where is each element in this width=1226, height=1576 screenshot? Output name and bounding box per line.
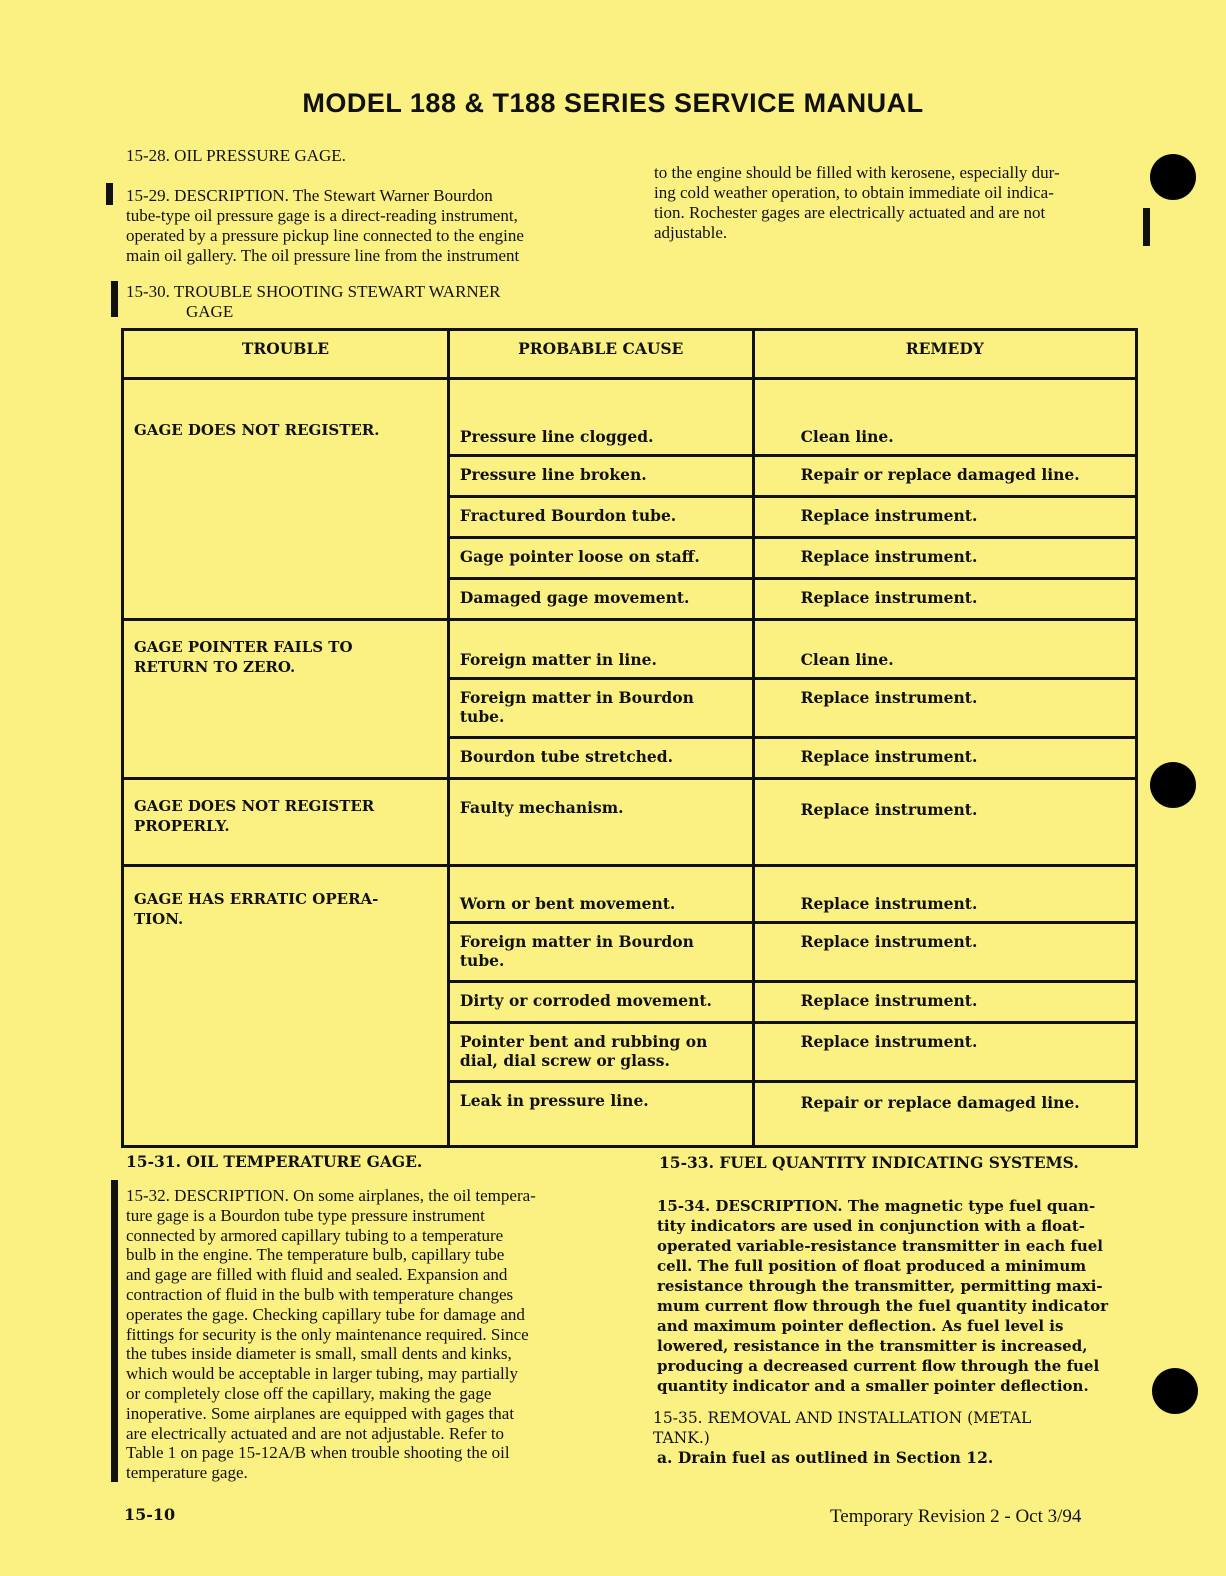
remedy-cell: Repair or replace damaged line. [753, 456, 1136, 497]
trouble-cell: GAGE DOES NOT REGISTER PROPERLY. [123, 779, 449, 866]
binder-hole-bottom [1152, 1368, 1198, 1414]
cause-cell: Pressure line broken. [448, 456, 753, 497]
column-header-remedy: REMEDY [753, 330, 1136, 379]
remedy-cell: Replace instrument. [753, 923, 1136, 982]
cause-cell: Worn or bent movement. [448, 866, 753, 923]
paragraph-line: producing a decreased current flow through the fuel [657, 1357, 1100, 1375]
remedy-cell: Replace instrument. [753, 679, 1136, 738]
paragraph-line: cell. The full position of float produced a minimum [657, 1257, 1087, 1275]
remedy-cell: Replace instrument. [753, 738, 1136, 779]
paragraph-line: quantity indicator and a smaller pointer deflection. [657, 1377, 1089, 1395]
procedure-step: a. Drain fuel as outlined in Section 12. [657, 1448, 994, 1467]
remedy-cell: Replace instrument. [753, 497, 1136, 538]
cause-cell: Foreign matter in Bourdon tube. [448, 679, 753, 738]
table-row [123, 379, 1137, 456]
revision-note: Temporary Revision 2 - Oct 3/94 [830, 1506, 1082, 1527]
revision-bar [111, 1180, 118, 1482]
section-label: 15-34. DESCRIPTION. [657, 1197, 843, 1215]
paragraph-line: tion. Rochester gages are electrically actuated and are not [654, 203, 1046, 222]
section-title: 15-35. REMOVAL AND INSTALLATION (METAL [653, 1409, 1032, 1427]
section-15-34-description [657, 1196, 1152, 1396]
paragraph-line: The Stewart Warner Bourdon [292, 186, 493, 205]
section-heading-15-30 [126, 282, 646, 322]
paragraph-line: operated variable-resistance transmitter in each fuel [657, 1237, 1103, 1255]
trouble-cell: GAGE HAS ERRATIC OPERA- TION. [123, 866, 449, 1147]
paragraph-line: connected by armored capillary tubing to a temperature [126, 1225, 504, 1245]
paragraph-line: mum current flow through the fuel quantity indicator [657, 1297, 1109, 1315]
trouble-cell: GAGE DOES NOT REGISTER. [123, 379, 449, 620]
cause-cell: Leak in pressure line. [448, 1082, 753, 1147]
section-number: 15-30. [126, 282, 170, 301]
paragraph-line: operates the gage. Checking capillary tube for damage and [126, 1304, 525, 1324]
remedy-cell: Repair or replace damaged line. [753, 1082, 1136, 1147]
cause-cell: Pointer bent and rubbing on dial, dial screw or glass. [448, 1023, 753, 1082]
table-row [123, 779, 1137, 866]
paragraph-line: main oil gallery. The oil pressure line from the instrument [126, 246, 520, 265]
paragraph-line: to the engine should be filled with kerosene, especially dur- [654, 163, 1060, 182]
revision-bar [1143, 208, 1150, 246]
paragraph-line: are electrically actuated and are not adjustable. Refer to [126, 1423, 505, 1443]
section-title: TROUBLE SHOOTING STEWART WARNER [173, 282, 501, 301]
revision-bar [106, 183, 113, 205]
paragraph-line: fittings for security is the only maintenance required. Since [126, 1324, 529, 1344]
paragraph-line: lowered, resistance in the transmitter is increased, [657, 1337, 1088, 1355]
cause-cell: Damaged gage movement. [448, 579, 753, 620]
cause-cell: Faulty mechanism. [448, 779, 753, 866]
section-title-cont: TANK.) [653, 1429, 710, 1447]
cause-cell: Pressure line clogged. [448, 379, 753, 456]
remedy-cell: Replace instrument. [753, 866, 1136, 923]
cause-cell: Dirty or corroded movement. [448, 982, 753, 1023]
paragraph-line: tity indicators are used in conjunction with a float- [657, 1217, 1086, 1235]
paragraph-line: temperature gage. [126, 1463, 248, 1483]
cause-cell: Foreign matter in Bourdon tube. [448, 923, 753, 982]
table-row [123, 866, 1137, 923]
section-heading-15-35 [653, 1408, 1148, 1468]
binder-hole-middle [1150, 762, 1196, 808]
table-header-row [123, 330, 1137, 379]
remedy-cell: Clean line. [753, 620, 1136, 679]
column-header-probable-cause: PROBABLE CAUSE [448, 330, 753, 379]
table-row [123, 620, 1137, 679]
page-number: 15-10 [124, 1505, 176, 1524]
revision-bar [111, 281, 118, 317]
section-heading-15-28: 15-28. OIL PRESSURE GAGE. [126, 146, 346, 165]
paragraph-line: Table 1 on page 15-12A/B when trouble shooting the oil [126, 1443, 510, 1463]
remedy-cell: Replace instrument. [753, 1023, 1136, 1082]
paragraph-line: On some airplanes, the oil tempera- [293, 1186, 536, 1205]
paragraph-line: ing cold weather operation, to obtain immediate oil indica- [654, 183, 1054, 202]
cause-cell: Bourdon tube stretched. [448, 738, 753, 779]
trouble-cell: GAGE POINTER FAILS TO RETURN TO ZERO. [123, 620, 449, 779]
paragraph-line: inoperative. Some airplanes are equipped with gages that [126, 1403, 515, 1423]
paragraph-line: resistance through the transmitter, permitting maxi- [657, 1277, 1103, 1295]
remedy-cell: Replace instrument. [753, 779, 1136, 866]
remedy-cell: Clean line. [753, 379, 1136, 456]
paragraph-line: operated by a pressure pickup line connected to the engine [126, 226, 524, 245]
paragraph-line: and maximum pointer deflection. As fuel level is [657, 1317, 1064, 1335]
section-title-cont: GAGE [186, 302, 234, 321]
paragraph-line: and gage are filled with fluid and sealed. Expansion and [126, 1265, 508, 1285]
section-heading-15-31: 15-31. OIL TEMPERATURE GAGE. [126, 1152, 423, 1171]
section-label: 15-32. DESCRIPTION. [126, 1186, 289, 1205]
paragraph-line: The magnetic type fuel quan- [847, 1197, 1096, 1215]
trouble-shooting-table [121, 328, 1138, 1148]
paragraph-line: or completely close off the capillary, making the gage [126, 1383, 492, 1403]
section-15-32-description [126, 1186, 636, 1483]
cause-cell: Gage pointer loose on staff. [448, 538, 753, 579]
section-15-29-description [126, 186, 626, 266]
paragraph-line: adjustable. [654, 223, 728, 242]
section-label: 15-29. DESCRIPTION. [126, 186, 289, 205]
page-title: MODEL 188 & T188 SERIES SERVICE MANUAL [302, 88, 924, 118]
column-header-trouble: TROUBLE [123, 330, 449, 379]
paragraph-line: bulb in the engine. The temperature bulb, capillary tube [126, 1245, 505, 1265]
section-heading-15-33: 15-33. FUEL QUANTITY INDICATING SYSTEMS. [659, 1153, 1079, 1172]
cause-cell: Foreign matter in line. [448, 620, 753, 679]
paragraph-line: contraction of fluid in the bulb with temperature changes [126, 1284, 514, 1304]
section-15-29-continuation [654, 163, 1144, 243]
remedy-cell: Replace instrument. [753, 538, 1136, 579]
paragraph-line: ture gage is a Bourdon tube type pressure instrument [126, 1205, 485, 1225]
remedy-cell: Replace instrument. [753, 982, 1136, 1023]
cause-cell: Fractured Bourdon tube. [448, 497, 753, 538]
paragraph-line: the tubes inside diameter is small, small dents and kinks, [126, 1344, 512, 1364]
binder-hole-top [1150, 154, 1196, 200]
paragraph-line: which would be acceptable in larger tubing, may partially [126, 1364, 518, 1384]
remedy-cell: Replace instrument. [753, 579, 1136, 620]
paragraph-line: tube-type oil pressure gage is a direct-reading instrument, [126, 206, 518, 225]
